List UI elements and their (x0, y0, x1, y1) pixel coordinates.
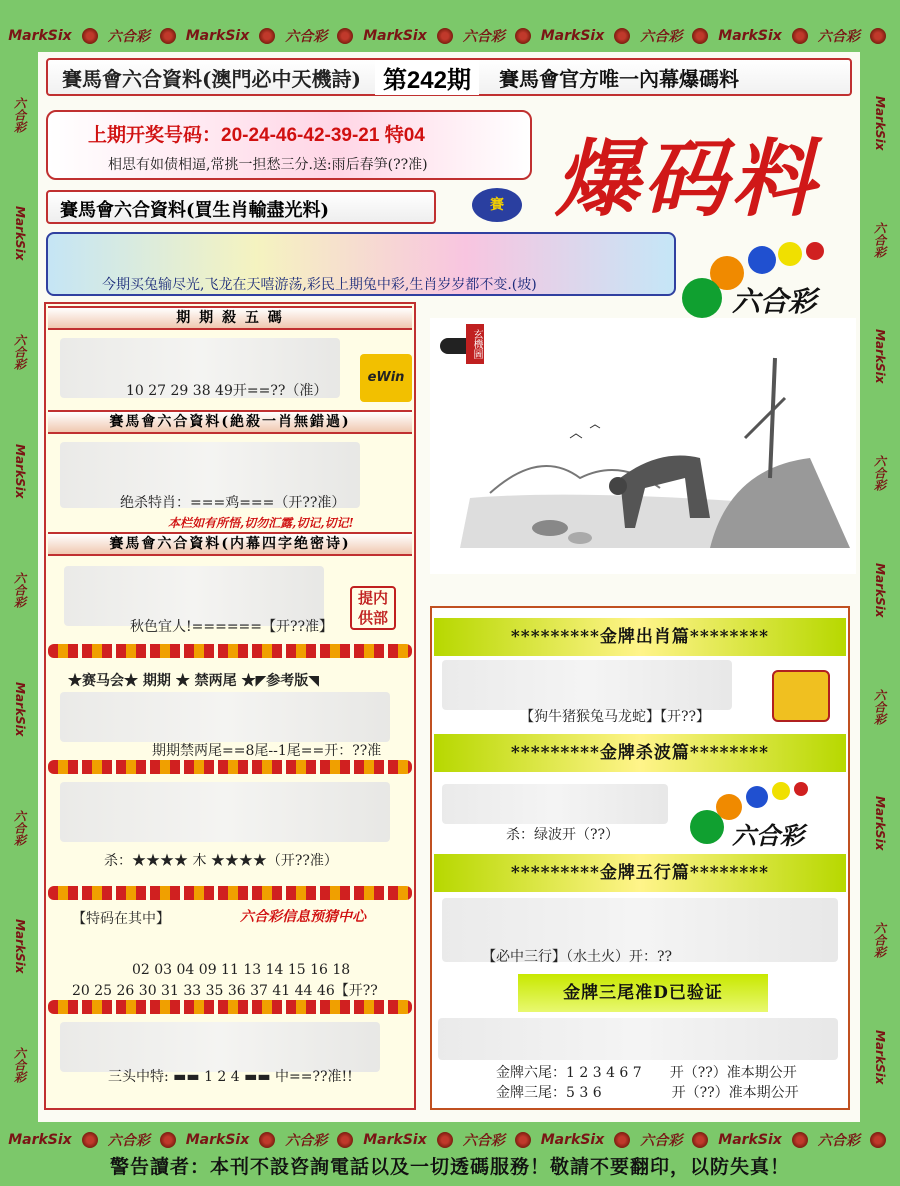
last-draw-numbers: 上期开奖号码：20-24-46-42-39-21 特04 (88, 125, 425, 146)
sec1-text: 10 27 29 38 49开==??（准） (126, 383, 328, 399)
blurred-area (60, 782, 390, 842)
brand-cn: 六合彩 (285, 29, 328, 45)
big-title: 爆码料 (555, 129, 820, 228)
side-brand: MarkSix (873, 1029, 887, 1085)
side-brand: 六合彩 (12, 96, 27, 133)
sec6-red-title: 六合彩信息预猜中心 (240, 909, 366, 925)
scene-tag: 玄機圖 (466, 324, 484, 364)
side-brand: MarkSix (13, 206, 27, 261)
brand-cn: 六合彩 (640, 1133, 683, 1149)
sec2-red-note: 本栏如有所悟,切勿汇露,切记,切记! (168, 516, 354, 530)
club-logo: 賽 (472, 188, 522, 222)
brand-en: MarkSix (363, 1132, 427, 1148)
brand-en: MarkSix (8, 1132, 72, 1148)
side-brand: MarkSix (13, 681, 27, 736)
side-brand: MarkSix (873, 562, 887, 618)
flower-icon (337, 1132, 353, 1148)
decor-border (48, 760, 412, 774)
flower-icon (870, 1132, 886, 1148)
brand-cn: 六合彩 (640, 29, 683, 45)
right-column (430, 606, 850, 1110)
flower-icon (515, 28, 531, 44)
dot-icon (682, 278, 722, 318)
side-brand: 六合彩 (12, 1047, 27, 1084)
side-brand: 六合彩 (872, 455, 887, 492)
dot-icon (746, 786, 768, 808)
sec6-numbers-line2: 20 25 26 30 31 33 35 36 37 41 44 46【开?? (72, 983, 378, 999)
flower-icon (437, 28, 453, 44)
sec7-text: 三头中特: ▬▬ 1 2 4 ▬▬ 中==??准!! (108, 1069, 353, 1085)
brand-en: MarkSix (185, 1132, 250, 1148)
side-brand: MarkSix (13, 919, 27, 974)
flower-icon (515, 1132, 531, 1148)
sec3-text: 秋色宜人!======【开??准】 (130, 619, 334, 635)
header-title-left: 賽馬會六合資料(澳門必中天機詩) (62, 66, 361, 91)
brand-cn: 六合彩 (107, 1133, 150, 1149)
brand-en: MarkSix (540, 1132, 605, 1148)
brand-cn: 六合彩 (462, 1133, 505, 1149)
dot-icon (690, 810, 724, 844)
dot-icon (748, 246, 776, 274)
side-brand: MarkSix (873, 329, 887, 384)
flower-icon (337, 28, 353, 44)
brand-cn: 六合彩 (817, 1133, 860, 1149)
flower-icon (614, 28, 630, 44)
stamp: 提内供部 (350, 586, 396, 630)
left-side-strip (2, 60, 38, 1120)
flower-icon (792, 1132, 808, 1148)
dot-icon (778, 242, 802, 266)
liuhecai-text: 六合彩 (732, 285, 817, 318)
gold-zodiac-header: *********金牌出肖篇******** (434, 618, 846, 656)
blurred-area (442, 784, 668, 824)
banner-text: 今期买兔输尽光,飞龙在天嘻游荡,彩民上期兔中彩,生肖岁岁都不变.(坡) (102, 277, 537, 293)
side-brand: 六合彩 (872, 221, 887, 258)
scene-drawing (430, 318, 856, 574)
flower-icon (692, 28, 708, 44)
sec4-title: ★赛马会★ 期期 ★ 禁两尾 ★◤参考版◥ (68, 673, 320, 689)
top-header (46, 58, 852, 96)
brand-en: MarkSix (540, 28, 605, 44)
side-brand: 六合彩 (12, 571, 27, 608)
brand-cn: 六合彩 (107, 29, 150, 45)
ewin-logo: eWin (360, 354, 412, 402)
issue-number: 第242期 (375, 60, 479, 95)
brand-en: MarkSix (363, 28, 427, 44)
flower-icon (160, 28, 176, 44)
side-brand: MarkSix (13, 443, 27, 499)
flower-icon (870, 28, 886, 44)
sec3-title: 賽馬會六合資料(内幕四字绝密诗) (48, 532, 412, 556)
sec4-text: 期期禁两尾==8尾--1尾==开：??准 (152, 743, 382, 759)
liuhecai-logo-small (690, 776, 840, 850)
ink-painting-scene (430, 318, 856, 574)
section-header-zodiac: 賽馬會六合資料(買生肖輸盡光料) (46, 190, 436, 224)
right-side-strip (862, 60, 898, 1120)
top-strip (0, 16, 900, 56)
decor-border (48, 1000, 412, 1014)
last-draw-poem: 相思有如债相逼,常挑一担愁三分.送:雨后春笋(??准) (108, 157, 428, 173)
gold-zodiac-text: 【狗牛猪猴兔马龙蛇】【开??】 (520, 709, 711, 725)
blurred-area (60, 1022, 380, 1072)
decor-border (48, 644, 412, 658)
gold-element-text: 【必中三行】（水土火）开：?? (482, 949, 673, 965)
flower-icon (792, 28, 808, 44)
gold-wave-text: 杀：绿波开（??） (506, 827, 620, 843)
dot-icon (806, 242, 824, 260)
sec2-text: 绝杀特肖：===鸡===（开??准） (120, 495, 346, 511)
sec1-title: 期 期 殺 五 碼 (48, 306, 412, 330)
flower-icon (160, 1132, 176, 1148)
flower-icon (437, 1132, 453, 1148)
side-brand: 六合彩 (12, 334, 27, 371)
sec5-text: 杀：★★★★ 木 ★★★★（开??准） (104, 853, 338, 869)
warning-footer: 警告讀者：本刊不設咨詢電話以及一切透碼服務！敬請不要翻印，以防失真！ (109, 1156, 790, 1178)
sec2-title: 賽馬會六合資料(絶殺一肖無錯過) (48, 410, 412, 434)
side-brand: MarkSix (873, 95, 887, 151)
gold-six-tails: 金牌六尾：1 2 3 4 6 7 开（??）准本期公开 (496, 1065, 797, 1081)
left-column (44, 302, 416, 1110)
side-brand: MarkSix (873, 796, 887, 851)
gold-wave-header: *********金牌杀波篇******** (434, 734, 846, 772)
flower-icon (614, 1132, 630, 1148)
flower-icon (82, 28, 98, 44)
last-draw-box (46, 110, 532, 180)
fist-icon (772, 670, 830, 722)
decor-border (48, 886, 412, 900)
brand-cn: 六合彩 (817, 29, 860, 45)
dot-icon (794, 782, 808, 796)
gold-element-header: *********金牌五行篇******** (434, 854, 846, 892)
liuhecai-text: 六合彩 (732, 821, 804, 850)
header-title-right: 賽馬會官方唯一內幕爆碼料 (498, 66, 739, 91)
flower-icon (692, 1132, 708, 1148)
side-brand: 六合彩 (872, 922, 887, 959)
side-brand: 六合彩 (12, 809, 27, 846)
liuhecai-logo-top (680, 236, 850, 316)
poem-banner (46, 232, 676, 296)
brand-cn: 六合彩 (462, 29, 505, 45)
brand-cn: 六合彩 (285, 1133, 328, 1149)
brand-en: MarkSix (718, 1132, 782, 1148)
blurred-area (60, 692, 390, 742)
sec6-title: 【特码在其中】 (72, 911, 170, 927)
dot-icon (772, 782, 790, 800)
flower-icon (82, 1132, 98, 1148)
brand-en: MarkSix (185, 28, 250, 44)
gold-three-tails: 金牌三尾：5 3 6 开（??）准本期公开 (496, 1085, 799, 1101)
flower-icon (259, 28, 275, 44)
gold-tail-header: 金牌三尾准D已验证 (518, 974, 768, 1012)
side-brand: 六合彩 (872, 688, 887, 725)
sec6-numbers-line1: 02 03 04 09 11 13 14 15 16 18 (132, 962, 351, 978)
brand-en: MarkSix (718, 28, 782, 44)
blurred-area (438, 1018, 838, 1060)
blurred-area (442, 660, 732, 710)
flower-icon (259, 1132, 275, 1148)
brand-en: MarkSix (8, 28, 72, 44)
